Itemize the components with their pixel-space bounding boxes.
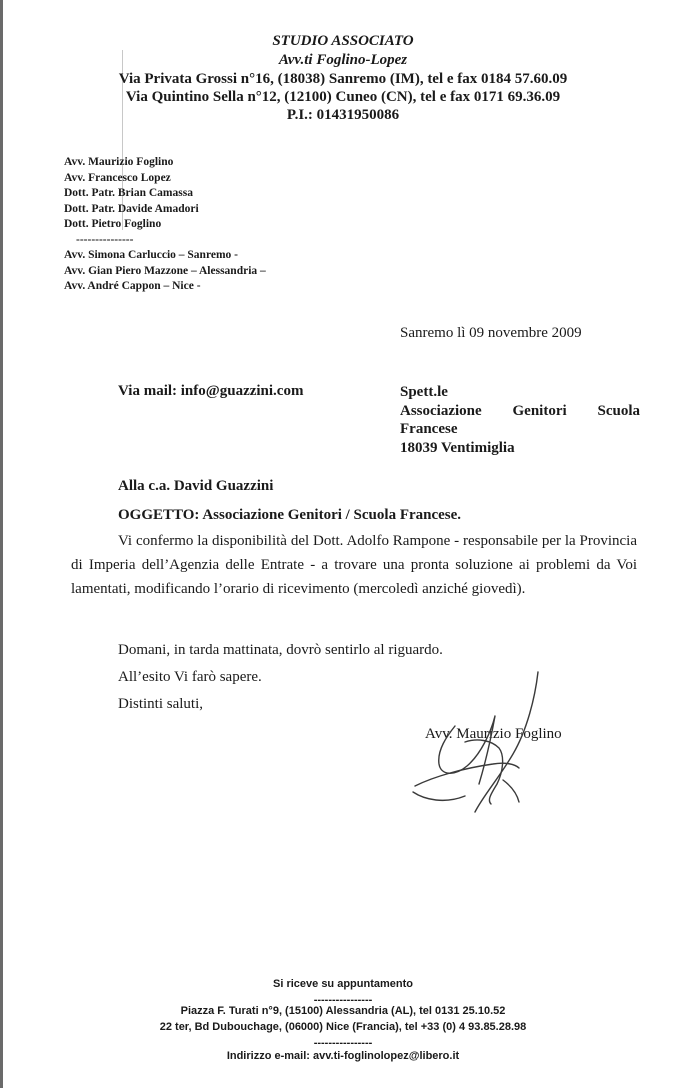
signer-name: Avv. Maurizio Foglino <box>425 726 562 742</box>
footer-separator: ---------------- <box>313 1037 373 1049</box>
recipient-address: 18039 Ventimiglia <box>400 439 515 456</box>
attention-line: Alla c.a. David Guazzini <box>118 478 274 494</box>
address-sanremo: Via Privata Grossi n°16, (18038) Sanremo (IM), tel e fax 0184 57.60.09 <box>118 71 568 87</box>
footer-address-nice: 22 ter, Bd Dubouchage, (06000) Nice (Francia), tel +33 (0) 4 93.85.28.98 <box>159 1021 527 1033</box>
members-separator: --------------- <box>76 233 134 246</box>
footer-email: Indirizzo e-mail: avv.ti-foglinolopez@libero.it <box>226 1050 460 1062</box>
body-paragraph: Vi confermo la disponibilità del Dott. Adolfo Rampone - responsabile per la Provincia di Imperia dell’Agenzia delle Entrate - a trovare una pronta soluzione ai problemi da Voi lamentati, modificando l’orario di ricevimento (mercoledì anziché giovedì). <box>71 533 637 597</box>
firm-subtitle: Avv.ti Foglino-Lopez <box>278 52 408 68</box>
recipient-org-word: Associazione <box>400 402 482 419</box>
member-name: Dott. Patr. Brian Camassa <box>64 187 193 199</box>
footer-appointment: Si riceve su appuntamento <box>273 978 413 990</box>
associate-name: Avv. André Cappon – Nice - <box>64 280 201 292</box>
member-name: Avv. Francesco Lopez <box>64 171 171 184</box>
member-name: Dott. Pietro Foglino <box>64 218 162 230</box>
associate-name: Avv. Gian Piero Mazzone – Alessandria – <box>64 264 266 277</box>
associate-name: Avv. Simona Carluccio – Sanremo - <box>64 249 238 261</box>
recipient-org-word: Genitori <box>512 402 567 419</box>
footer-separator: ---------------- <box>313 994 373 1006</box>
firm-name: STUDIO ASSOCIATO <box>272 33 414 49</box>
address-cuneo: Via Quintino Sella n°12, (12100) Cuneo (CN), tel e fax 0171 69.36.09 <box>125 89 561 105</box>
recipient-org-line2: Francese <box>400 421 458 437</box>
vat-number: P.I.: 01431950086 <box>286 107 400 123</box>
body-line-outcome: All’esito Vi farò sapere. <box>118 669 262 685</box>
handwritten-signature <box>395 668 565 818</box>
place-date: Sanremo lì 09 novembre 2009 <box>400 325 582 341</box>
recipient-org-line <box>400 402 640 421</box>
body-line-tomorrow: Domani, in tarda mattinata, dovrò sentirlo al riguardo. <box>118 642 443 658</box>
subject-line: OGGETTO: Associazione Genitori / Scuola Francese. <box>118 507 462 523</box>
member-name: Avv. Maurizio Foglino <box>64 156 174 168</box>
scan-edge <box>0 0 3 1088</box>
recipient-block <box>400 383 640 457</box>
footer-address-alessandria: Piazza F. Turati n°9, (15100) Alessandria (AL), tel 0131 25.10.52 <box>180 1005 506 1017</box>
recipient-org-word: Scuola <box>597 402 640 419</box>
recipient-salutation: Spett.le <box>400 384 448 400</box>
closing-line: Distinti saluti, <box>118 696 204 712</box>
members-list <box>64 155 266 295</box>
via-mail: Via mail: info@guazzini.com <box>118 383 304 399</box>
member-name: Dott. Patr. Davide Amadori <box>64 202 199 215</box>
